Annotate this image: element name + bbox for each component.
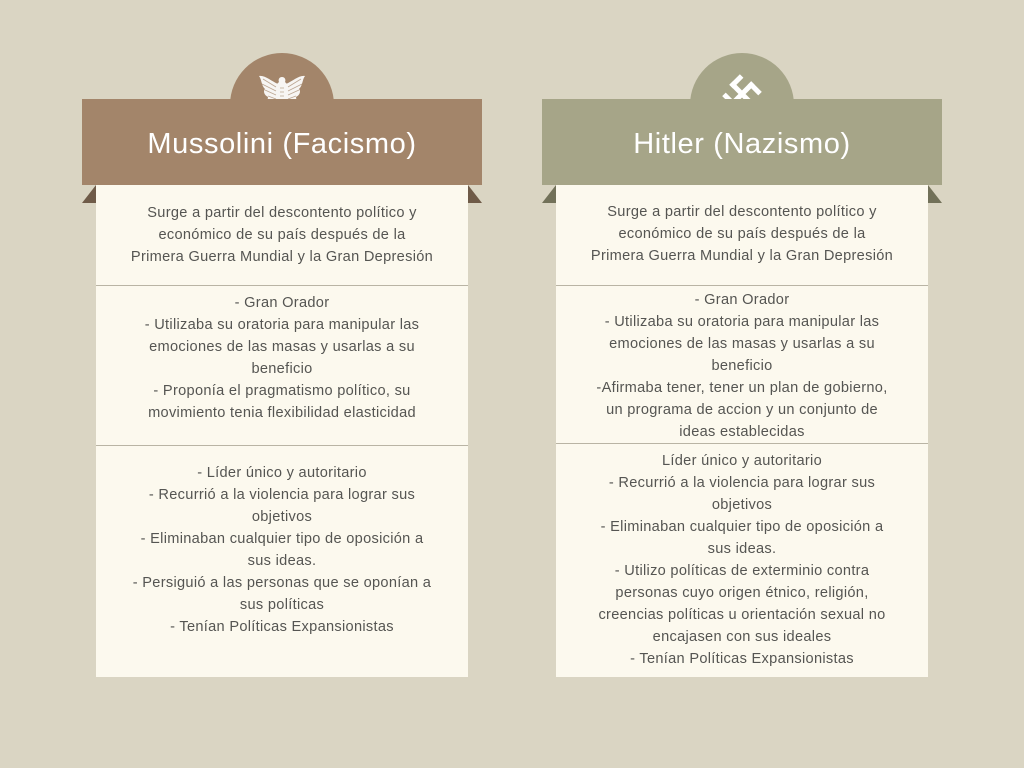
text-line: creencias políticas u orientación sexual no xyxy=(598,607,886,623)
hitler-title: Hitler (Nazismo) xyxy=(633,127,851,160)
text-line: emociones de las masas y usarlas a su xyxy=(609,336,875,352)
text-line: - Proponía el pragmatismo político, su xyxy=(153,383,411,399)
text-line: sus políticas xyxy=(239,597,325,613)
hitler-title-banner xyxy=(542,99,942,185)
text-line: beneficio xyxy=(251,361,313,377)
text-line: - Tenían Políticas Expansionistas xyxy=(630,651,854,667)
text-line: encajasen con sus ideales xyxy=(652,629,832,645)
section-divider xyxy=(556,443,928,444)
text-line: económico de su país después de la xyxy=(618,226,866,242)
mussolini-section-oratory xyxy=(96,292,468,424)
text-line: Surge a partir del descontento político y xyxy=(607,204,877,220)
text-line: personas cuyo origen étnico, religión, xyxy=(615,585,869,601)
mussolini-panel xyxy=(96,185,468,677)
text-line: - Líder único y autoritario xyxy=(197,465,367,481)
mussolini-title: Mussolini (Facismo) xyxy=(147,127,417,160)
text-line: Primera Guerra Mundial y la Gran Depresión xyxy=(130,249,434,265)
text-line: emociones de las masas y usarlas a su xyxy=(149,339,415,355)
text-line: - Utilizaba su oratoria para manipular las xyxy=(144,317,420,333)
text-line: económico de su país después de la xyxy=(158,227,406,243)
text-line: un programa de accion y un conjunto de xyxy=(606,402,878,418)
text-line: objetivos xyxy=(711,497,773,513)
text-line: objetivos xyxy=(251,509,313,525)
mussolini-section-authority xyxy=(96,462,468,638)
text-line: - Tenían Políticas Expansionistas xyxy=(170,619,394,635)
section-divider xyxy=(556,285,928,286)
section-divider xyxy=(96,285,468,286)
text-line: Surge a partir del descontento político y xyxy=(147,205,417,221)
text-line: Primera Guerra Mundial y la Gran Depresión xyxy=(590,248,894,264)
hitler-section-oratory xyxy=(556,289,928,443)
text-line: - Eliminaban cualquier tipo de oposición a xyxy=(600,519,884,535)
text-line: beneficio xyxy=(711,358,773,374)
text-line: sus ideas. xyxy=(247,553,317,569)
text-line: - Persiguió a las personas que se oponían a xyxy=(132,575,432,591)
section-divider xyxy=(96,445,468,446)
text-line: movimiento tenia flexibilidad elasticidad xyxy=(148,405,416,421)
mussolini-title-banner xyxy=(82,99,482,185)
hitler-panel xyxy=(556,185,928,677)
hitler-section-authority xyxy=(556,450,928,670)
text-line: - Gran Orador xyxy=(234,295,330,311)
text-line: - Eliminaban cualquier tipo de oposición a xyxy=(140,531,424,547)
text-line: - Gran Orador xyxy=(694,292,790,308)
mussolini-card xyxy=(82,0,482,768)
text-line: - Recurrió a la violencia para lograr sus xyxy=(148,487,416,503)
text-line: sus ideas. xyxy=(707,541,777,557)
text-line: - Utilizo políticas de exterminio contra xyxy=(614,563,870,579)
text-line: -Afirmaba tener, tener un plan de gobierno, xyxy=(596,380,888,396)
text-line: ideas establecidas xyxy=(679,424,805,440)
hitler-card xyxy=(542,0,942,768)
text-line: Líder único y autoritario xyxy=(661,453,822,469)
banner-fold-right xyxy=(468,185,482,203)
mussolini-section-origin xyxy=(96,202,468,268)
banner-fold-right xyxy=(928,185,942,203)
banner-fold-left xyxy=(542,185,556,203)
banner-fold-left xyxy=(82,185,96,203)
hitler-section-origin xyxy=(556,201,928,267)
text-line: - Utilizaba su oratoria para manipular las xyxy=(604,314,880,330)
text-line: - Recurrió a la violencia para lograr sus xyxy=(608,475,876,491)
